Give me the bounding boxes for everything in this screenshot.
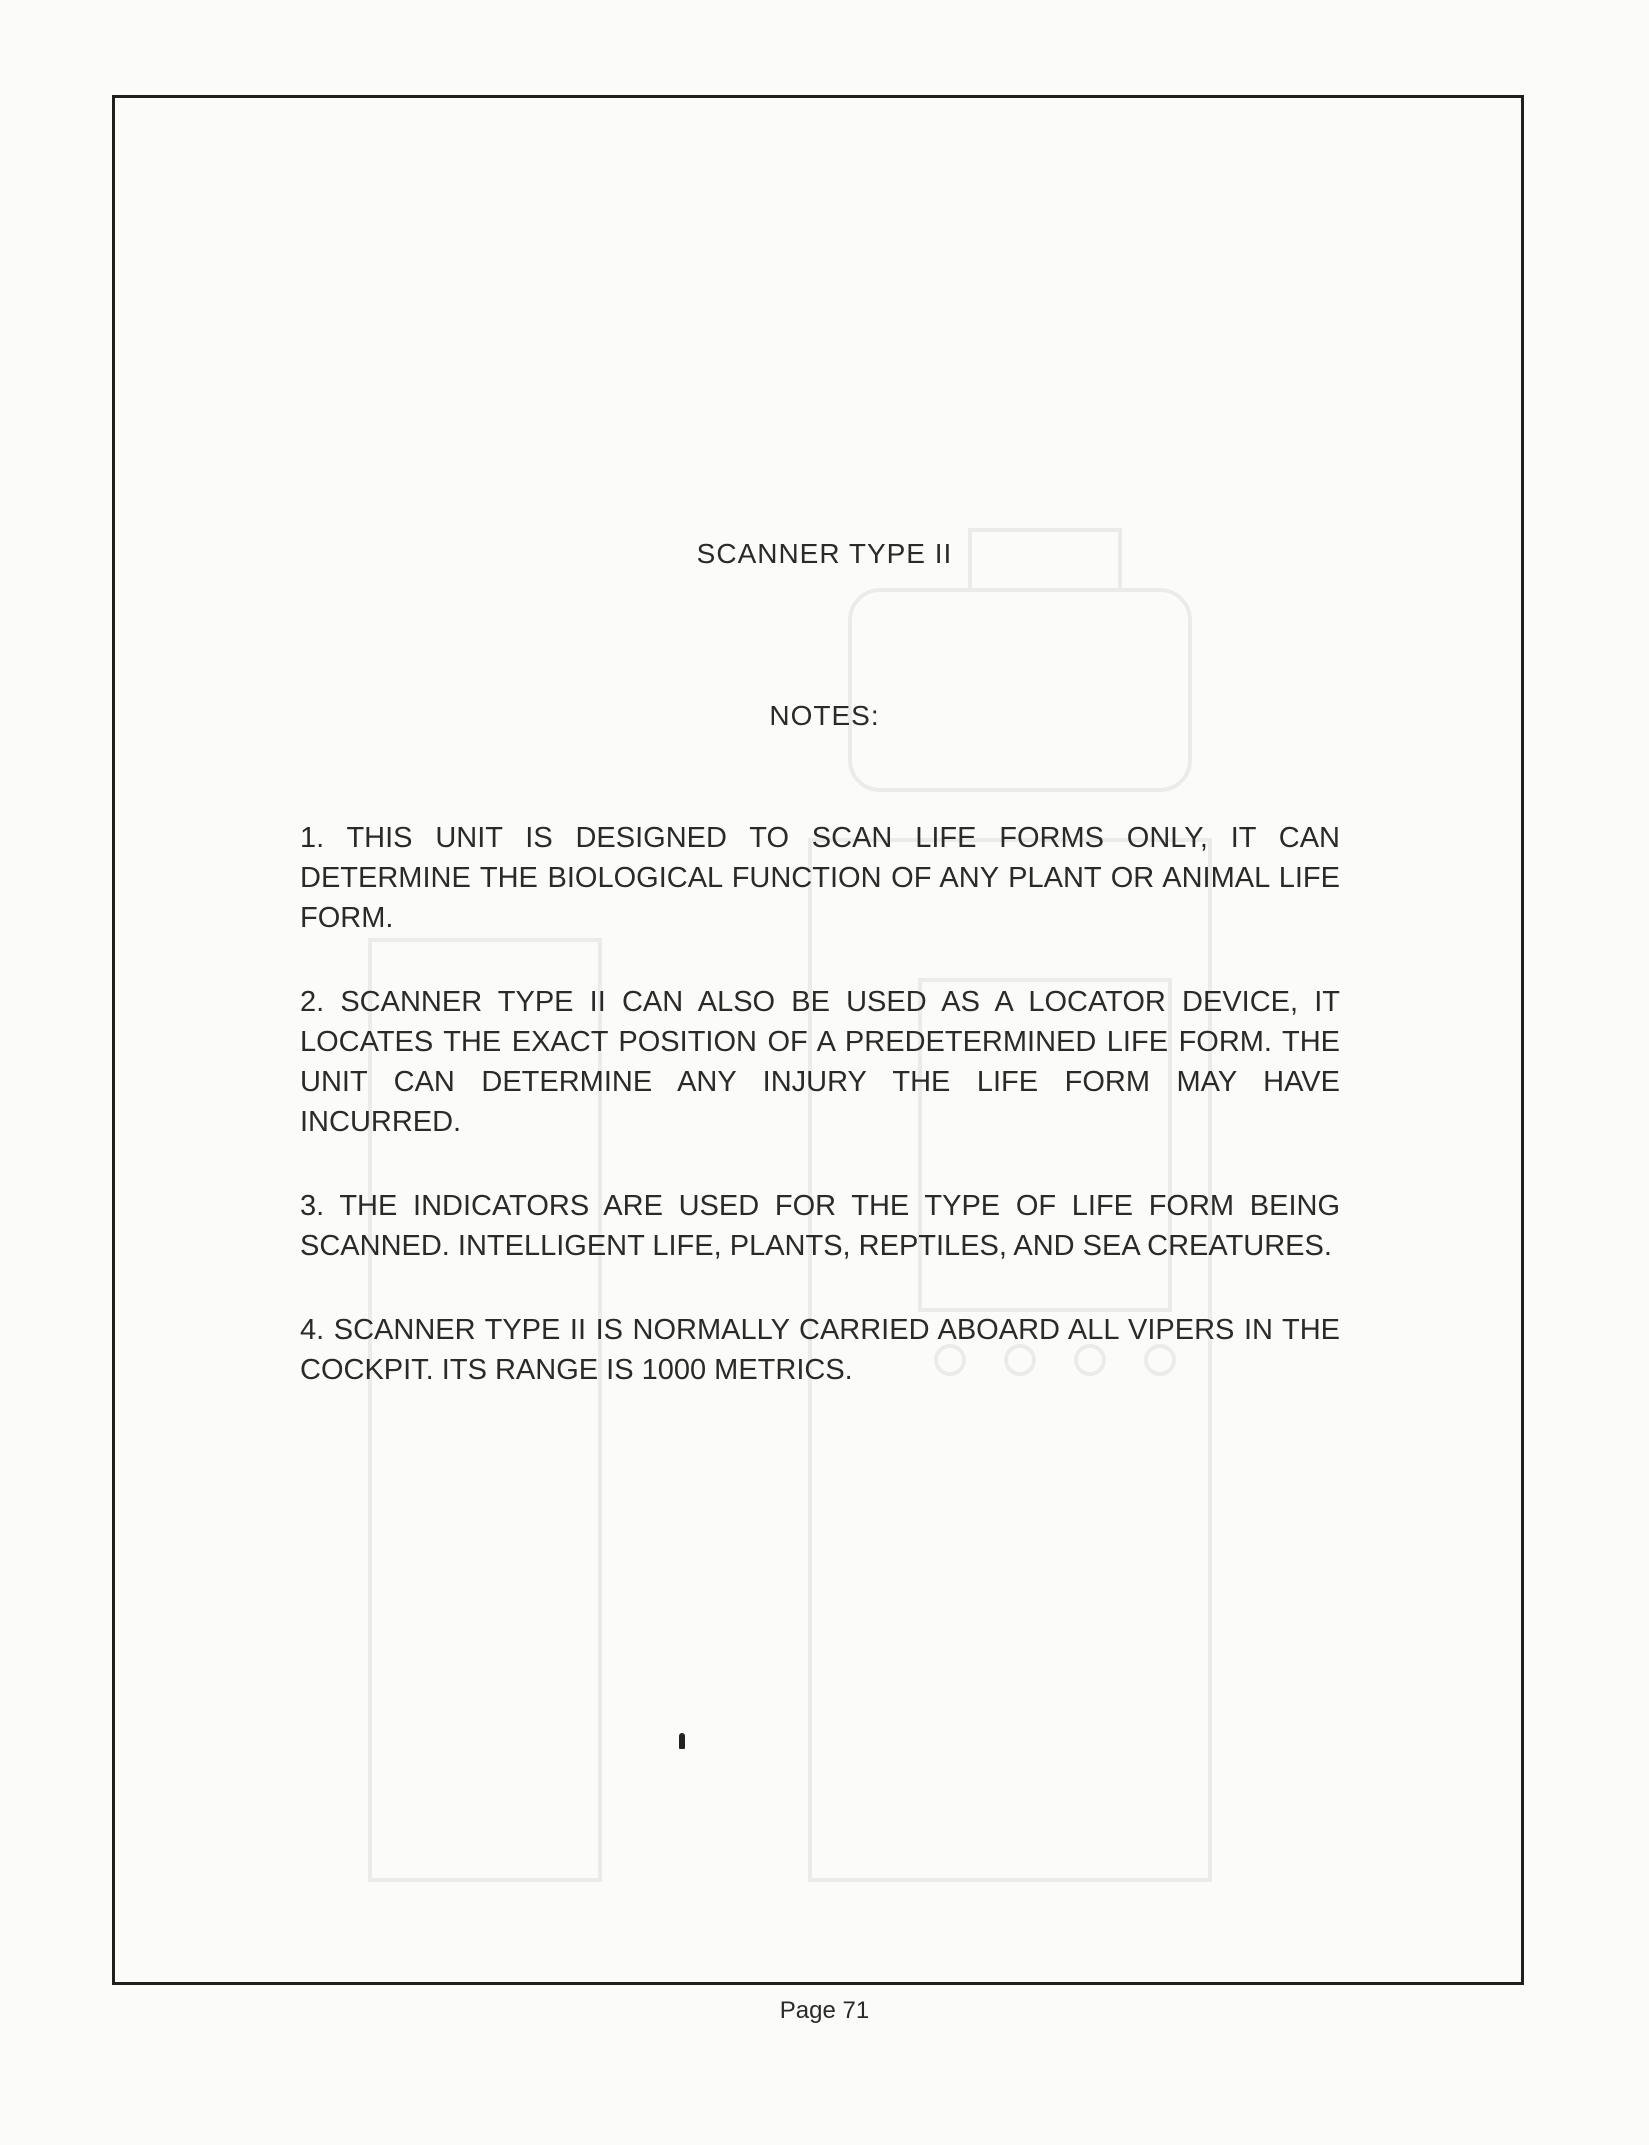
ink-speck <box>679 1733 685 1749</box>
notes-heading: NOTES: <box>769 700 880 731</box>
note-item: 1. THIS UNIT IS DESIGNED TO SCAN LIFE FORMS ONLY, IT CAN DETERMINE THE BIOLOGICAL FUNCTION OF ANY PLANT OR ANIMAL LIFE FORM. <box>300 822 1340 934</box>
page-number: Page 71 <box>779 1997 870 2024</box>
notes-list <box>300 818 1340 1434</box>
note-item: 2. SCANNER TYPE II CAN ALSO BE USED AS A LOCATOR DEVICE, IT LOCATES THE EXACT POSITION OF A PREDETERMINED LIFE FORM. THE UNIT CAN DETERMINE ANY INJURY THE LIFE FORM MAY HAVE INCURRED. <box>300 986 1340 1138</box>
note-item: 4. SCANNER TYPE II IS NORMALLY CARRIED ABOARD ALL VIPERS IN THE COCKPIT. ITS RANGE IS 1000 METRICS. <box>300 1314 1340 1386</box>
document-title: SCANNER TYPE II <box>696 538 953 569</box>
note-item: 3. THE INDICATORS ARE USED FOR THE TYPE OF LIFE FORM BEING SCANNED. INTELLIGENT LIFE, PLANTS, REPTILES, AND SEA CREATURES. <box>300 1190 1340 1262</box>
